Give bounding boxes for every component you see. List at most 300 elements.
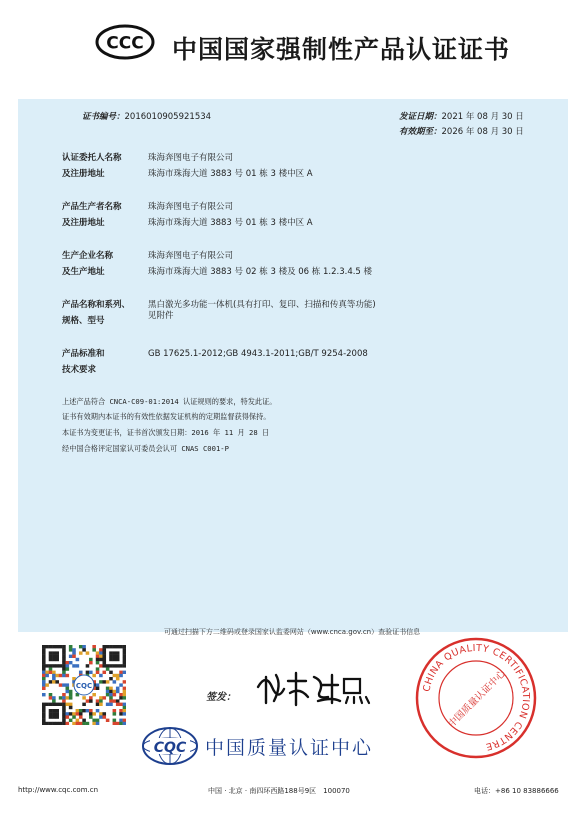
qr-module (42, 719, 46, 722)
qr-module (89, 696, 93, 699)
qr-module (45, 683, 49, 686)
qr-module (86, 651, 90, 654)
qr-module (66, 667, 70, 670)
field-label-product: 产品名称和系列、 (62, 300, 131, 310)
qr-module (49, 651, 53, 654)
qr-module (66, 664, 70, 667)
note-line-4: 经中国合格评定国家认可委员会认可 CNAS C001-P (62, 444, 229, 453)
cqc-logo (140, 725, 200, 767)
qr-module (113, 722, 117, 725)
qr-module (116, 703, 120, 706)
qr-module (113, 664, 117, 667)
qr-module (116, 655, 120, 658)
qr-module (102, 655, 106, 658)
qr-module (79, 671, 83, 674)
qr-module (42, 661, 46, 664)
qr-module (92, 674, 96, 677)
qr-module (106, 645, 110, 648)
qr-module (79, 712, 83, 715)
qr-module (49, 664, 53, 667)
scan-instruction: 可通过扫描下方二维码或登录国家认监委网站（www.cnca.gov.cn）查验证书信息 (163, 628, 421, 636)
qr-module (62, 709, 66, 712)
qr-module (109, 687, 113, 690)
qr-module (102, 712, 106, 715)
qr-module (66, 703, 70, 706)
qr-module (109, 703, 113, 706)
qr-module (89, 671, 93, 674)
qr-module (82, 719, 86, 722)
qr-module (42, 693, 46, 696)
qr-module (42, 706, 46, 709)
qr-module (123, 706, 126, 709)
qr-module (89, 699, 93, 702)
qr-module (86, 722, 90, 725)
qr-module (62, 696, 66, 699)
qr-module (55, 645, 59, 648)
qr-module (76, 712, 80, 715)
qr-module (113, 658, 117, 661)
qr-module (123, 719, 126, 722)
qr-module (42, 671, 46, 674)
qr-module (62, 674, 66, 677)
qr-module (66, 661, 70, 664)
qr-module (62, 671, 66, 674)
field-value-manufacturer-address: 珠海市珠海大道 3883 号 01 栋 3 楼中区 A (148, 218, 313, 228)
qr-module (99, 655, 103, 658)
qr-module (76, 722, 80, 725)
field-value-applicant-address: 珠海市珠海大道 3883 号 01 栋 3 楼中区 A (148, 169, 313, 179)
qr-module (123, 671, 126, 674)
qr-module (55, 712, 59, 715)
qr-module (76, 709, 80, 712)
qr-module (82, 709, 86, 712)
qr-module (52, 664, 56, 667)
qr-module (106, 703, 110, 706)
qr-module (62, 719, 66, 722)
qr-module (99, 680, 103, 683)
qr-module (89, 661, 93, 664)
qr-module (109, 696, 113, 699)
footer-website[interactable]: http://www.cqc.com.cn (18, 786, 99, 794)
qr-module (52, 712, 56, 715)
qr-module (69, 703, 73, 706)
qr-module (69, 706, 73, 709)
qr-module (96, 722, 100, 725)
qr-module (66, 674, 70, 677)
qr-module (59, 664, 63, 667)
certificate-header (0, 0, 584, 92)
qr-module (89, 709, 93, 712)
qr-module (42, 712, 46, 715)
qr-module (52, 655, 56, 658)
qr-module (72, 655, 76, 658)
qr-module (42, 664, 46, 667)
qr-module (62, 664, 66, 667)
qr-module (92, 719, 96, 722)
qr-module (49, 671, 53, 674)
qr-module (102, 671, 106, 674)
qr-module (119, 645, 123, 648)
qr-module (42, 645, 46, 648)
qr-module (62, 655, 66, 658)
field-value-factory: 珠海奔图电子有限公司 (148, 251, 234, 261)
qr-module (52, 677, 56, 680)
qr-module (123, 693, 126, 696)
issue-date (399, 110, 524, 122)
qr-module (102, 651, 106, 654)
qr-module (52, 680, 56, 683)
qr-module (123, 680, 126, 683)
qr-center-logo: CQC (75, 682, 93, 690)
qr-module (62, 645, 66, 648)
qr-module (99, 674, 103, 677)
qr-module (123, 648, 126, 651)
qr-module (49, 703, 53, 706)
qr-module (72, 722, 76, 725)
field-value-standards: GB 17625.1-2012;GB 4943.1-2011;GB/T 9254-2008 (148, 349, 368, 359)
qr-module (113, 693, 117, 696)
qr-module (66, 683, 70, 686)
qr-module (99, 651, 103, 654)
qr-module (119, 719, 123, 722)
qr-module (113, 699, 117, 702)
qr-module (72, 664, 76, 667)
field-value-product-model: 见附件 (148, 311, 174, 321)
qr-module (123, 690, 126, 693)
qr-code[interactable] (42, 645, 126, 725)
qr-module (59, 683, 63, 686)
qr-module (116, 664, 120, 667)
qr-module (52, 709, 56, 712)
organization-name: 中国质量认证中心 (205, 737, 374, 759)
qr-module (116, 645, 120, 648)
qr-module (113, 645, 117, 648)
qr-module (92, 722, 96, 725)
qr-module (116, 722, 120, 725)
seal-center-text: 中国质量认证中心 (446, 668, 508, 730)
field-label-manufacturer-address: 及注册地址 (62, 218, 105, 228)
qr-module (45, 671, 49, 674)
qr-module (109, 651, 113, 654)
qr-module (52, 699, 56, 702)
qr-module (123, 696, 126, 699)
qr-module (55, 658, 59, 661)
qr-module (76, 664, 80, 667)
qr-module (102, 715, 106, 718)
qr-module (99, 658, 103, 661)
qr-module (96, 699, 100, 702)
qr-module (72, 712, 76, 715)
qr-module (49, 658, 53, 661)
qr-module (42, 677, 46, 680)
expiry-date-label: 有效期至： (399, 127, 442, 137)
qr-module (66, 722, 70, 725)
qr-module (42, 715, 46, 718)
qr-module (96, 709, 100, 712)
qr-module (116, 699, 120, 702)
qr-module (123, 658, 126, 661)
qr-module (59, 696, 63, 699)
qr-module (89, 712, 93, 715)
qr-module (106, 690, 110, 693)
qr-module (96, 661, 100, 664)
qr-module (119, 674, 123, 677)
qr-module (119, 671, 123, 674)
qr-module (123, 651, 126, 654)
qr-module (55, 703, 59, 706)
qr-module (82, 696, 86, 699)
qr-module (49, 680, 53, 683)
footer-phone: 电话：+86 10 83886666 (474, 787, 559, 795)
qr-module (123, 655, 126, 658)
qr-module (42, 683, 46, 686)
qr-module (52, 703, 56, 706)
qr-module (82, 722, 86, 725)
qr-module (106, 680, 110, 683)
field-label-manufacturer: 产品生产者名称 (62, 202, 122, 212)
qr-module (102, 648, 106, 651)
qr-module (69, 693, 73, 696)
qr-module (123, 712, 126, 715)
qr-module (116, 677, 120, 680)
seal-ring-text: CHINA QUALITY CERTIFICATION CENTRE (421, 642, 532, 753)
certificate-number-label: 证书编号： (82, 112, 125, 122)
qr-module (52, 674, 56, 677)
qr-module (42, 648, 46, 651)
field-label-factory: 生产企业名称 (62, 251, 114, 261)
qr-module (62, 658, 66, 661)
qr-module (55, 715, 59, 718)
qr-module (86, 664, 90, 667)
qr-module (82, 703, 86, 706)
qr-module (52, 651, 56, 654)
issue-date-value: 2021 年 08 月 30 日 (441, 112, 524, 122)
qr-module (69, 645, 73, 648)
qr-module (96, 651, 100, 654)
field-value-applicant: 珠海奔图电子有限公司 (148, 153, 234, 163)
qr-module (42, 722, 46, 725)
qr-module (99, 703, 103, 706)
qr-module (99, 699, 103, 702)
qr-module (69, 696, 73, 699)
qr-module (123, 687, 126, 690)
qr-module (102, 645, 106, 648)
qr-module (76, 719, 80, 722)
qr-module (69, 712, 73, 715)
cqc-logo-text: CQC (153, 740, 187, 756)
qr-module (106, 667, 110, 670)
qr-module (109, 677, 113, 680)
qr-module (86, 709, 90, 712)
qr-module (55, 664, 59, 667)
qr-module (52, 715, 56, 718)
qr-module (106, 664, 110, 667)
qr-module (79, 709, 83, 712)
official-seal (414, 636, 538, 760)
qr-module (119, 664, 123, 667)
qr-module (55, 651, 59, 654)
qr-module (119, 709, 123, 712)
qr-module (55, 674, 59, 677)
qr-module (113, 655, 117, 658)
qr-module (96, 683, 100, 686)
qr-module (106, 693, 110, 696)
qr-module (62, 706, 66, 709)
qr-module (79, 651, 83, 654)
qr-module (82, 648, 86, 651)
qr-module (45, 722, 49, 725)
qr-module (123, 664, 126, 667)
qr-module (66, 690, 70, 693)
qr-module (62, 648, 66, 651)
qr-module (116, 658, 120, 661)
qr-module (72, 648, 76, 651)
qr-module (99, 664, 103, 667)
qr-module (52, 658, 56, 661)
field-label-technical-requirements: 技术要求 (62, 365, 97, 375)
qr-module (49, 712, 53, 715)
qr-module (45, 674, 49, 677)
field-label-product-model: 规格、型号 (62, 316, 105, 326)
qr-module (66, 687, 70, 690)
qr-module (109, 645, 113, 648)
qr-module (92, 645, 96, 648)
qr-module (52, 722, 56, 725)
qr-module (113, 709, 117, 712)
qr-module (42, 655, 46, 658)
qr-module (55, 655, 59, 658)
qr-module (106, 687, 110, 690)
qr-module (59, 703, 63, 706)
qr-module (69, 719, 73, 722)
qr-module (69, 648, 73, 651)
field-label-applicant: 认证委托人名称 (62, 153, 122, 163)
ccc-logo-text: CCC (106, 33, 144, 54)
qr-module (42, 687, 46, 690)
qr-module (76, 658, 80, 661)
qr-module (123, 709, 126, 712)
qr-module (119, 722, 123, 725)
qr-module (99, 715, 103, 718)
qr-module (62, 715, 66, 718)
qr-module (52, 671, 56, 674)
qr-module (49, 667, 53, 670)
qr-module (99, 648, 103, 651)
qr-module (62, 712, 66, 715)
qr-module (55, 709, 59, 712)
field-label-applicant-address: 及注册地址 (62, 169, 105, 179)
qr-module (109, 664, 113, 667)
qr-module (62, 693, 66, 696)
qr-module (96, 655, 100, 658)
qr-module (45, 703, 49, 706)
qr-module (96, 667, 100, 670)
qr-module (116, 651, 120, 654)
qr-module (89, 715, 93, 718)
qr-module (123, 722, 126, 725)
qr-module (113, 651, 117, 654)
signature-image (252, 667, 372, 709)
qr-module (96, 671, 100, 674)
expiry-date (399, 125, 524, 137)
qr-module (62, 722, 66, 725)
certificate-number (82, 110, 211, 122)
issue-date-label: 发证日期： (399, 112, 442, 122)
qr-module (106, 719, 110, 722)
qr-module (69, 690, 73, 693)
qr-module (109, 699, 113, 702)
qr-module (42, 703, 46, 706)
qr-module (42, 709, 46, 712)
qr-module (92, 648, 96, 651)
expiry-date-value: 2026 年 08 月 30 日 (441, 127, 524, 137)
qr-module (96, 719, 100, 722)
qr-module (45, 645, 49, 648)
signature-label: 签发： (206, 692, 236, 703)
qr-module (123, 645, 126, 648)
field-value-factory-address: 珠海市珠海大道 3883 号 02 栋 3 楼及 06 栋 1.2.3.4.5 楼 (148, 267, 373, 277)
qr-module (119, 683, 123, 686)
qr-module (96, 703, 100, 706)
qr-module (116, 687, 120, 690)
note-line-2: 证书有效期内本证书的有效性依据发证机构的定期监督获得保持。 (62, 412, 271, 421)
qr-module (86, 671, 90, 674)
qr-module (113, 690, 117, 693)
qr-module (59, 674, 63, 677)
qr-module (102, 696, 106, 699)
qr-module (59, 722, 63, 725)
qr-module (42, 674, 46, 677)
qr-module (45, 664, 49, 667)
qr-module (113, 674, 117, 677)
qr-module (55, 722, 59, 725)
qr-module (113, 680, 117, 683)
qr-module (82, 645, 86, 648)
qr-module (66, 715, 70, 718)
qr-module (62, 703, 66, 706)
qr-module (102, 661, 106, 664)
certificate-number-value: 2016010905921534 (124, 112, 212, 122)
qr-module (109, 690, 113, 693)
qr-module (92, 712, 96, 715)
qr-module (49, 696, 53, 699)
qr-module (49, 655, 53, 658)
qr-module (119, 693, 123, 696)
qr-module (109, 671, 113, 674)
qr-module (79, 645, 83, 648)
qr-module (113, 712, 117, 715)
qr-module (42, 680, 46, 683)
qr-module (79, 722, 83, 725)
qr-module (49, 709, 53, 712)
qr-module (79, 715, 83, 718)
qr-module (52, 696, 56, 699)
footer-address: 中国 · 北京 · 南四环西路188号9区 100070 (208, 787, 350, 795)
qr-module (49, 693, 53, 696)
qr-module (96, 658, 100, 661)
qr-module (102, 664, 106, 667)
ccc-logo (95, 24, 155, 60)
qr-module (123, 661, 126, 664)
qr-module (42, 658, 46, 661)
qr-module (52, 645, 56, 648)
qr-module (49, 645, 53, 648)
qr-module (119, 703, 123, 706)
qr-module (119, 696, 123, 699)
note-line-3: 本证书为变更证书，证书首次颁发日期：2016 年 11 月 28 日 (62, 428, 270, 437)
qr-module (116, 674, 120, 677)
qr-module (66, 696, 70, 699)
